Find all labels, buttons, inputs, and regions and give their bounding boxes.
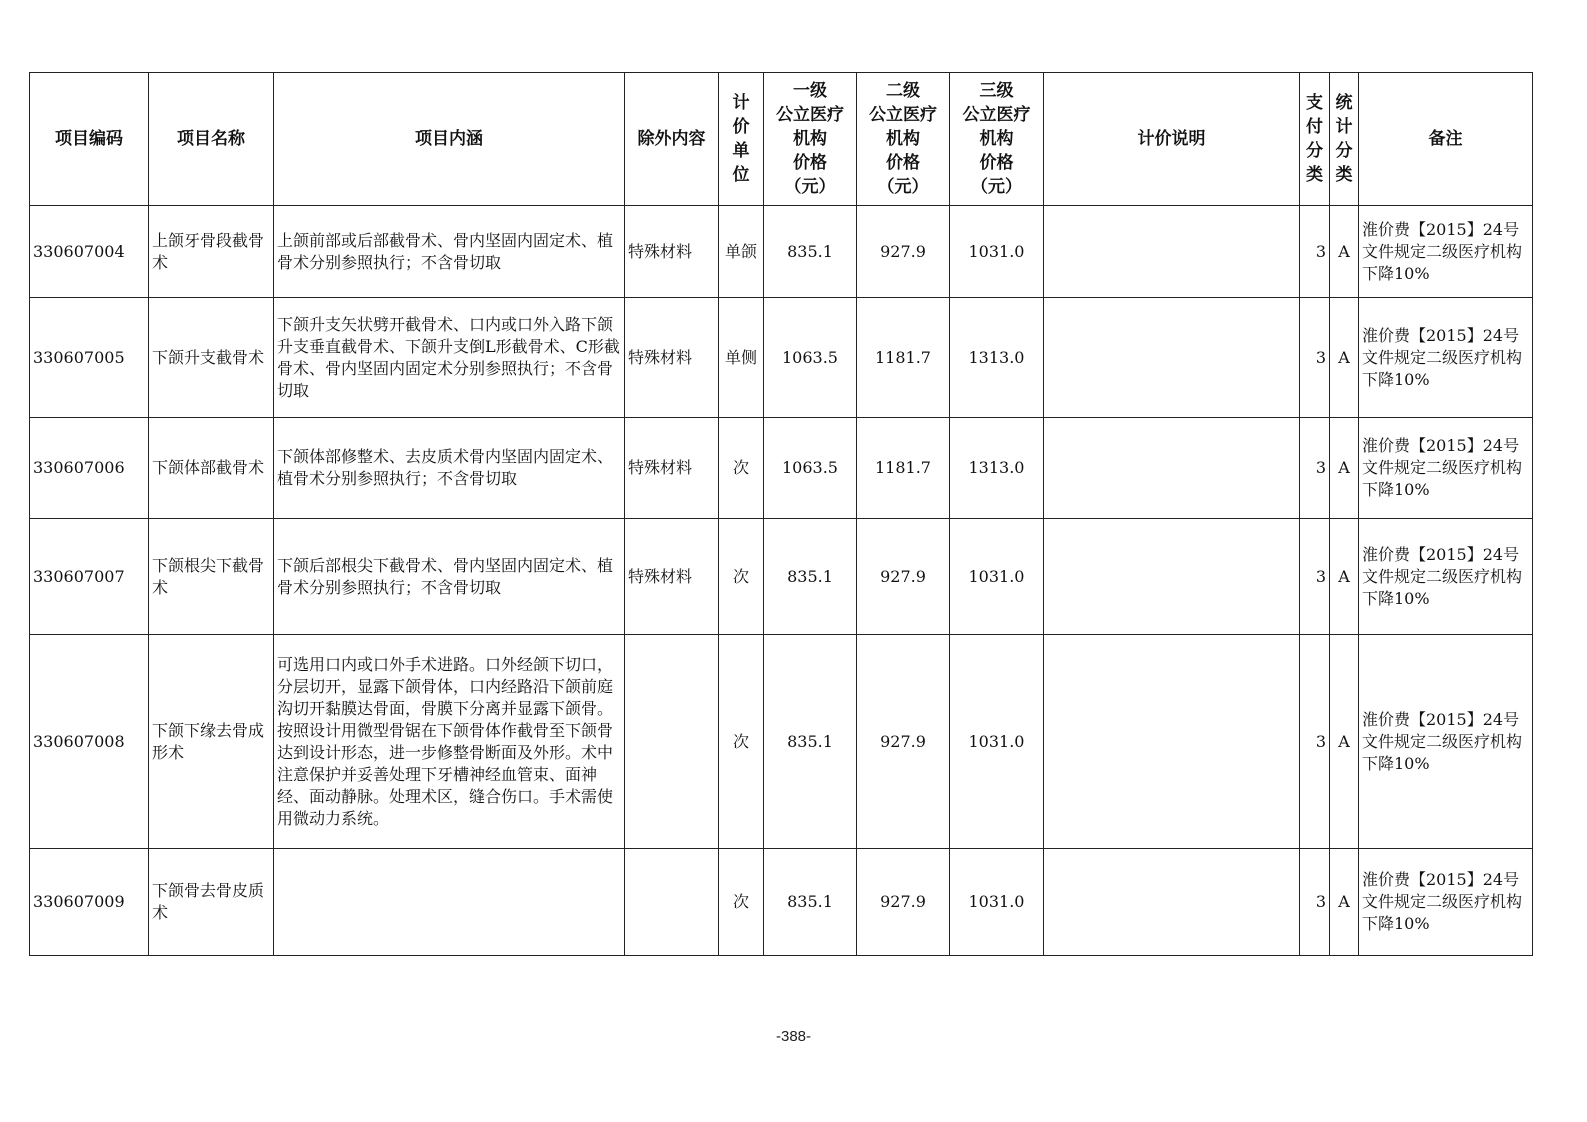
cell-unit: 单颌 bbox=[719, 206, 764, 298]
cell-code: 330607008 bbox=[30, 635, 149, 849]
header-unit bbox=[719, 73, 764, 206]
header-price2-text: 二级 公立医疗 机构 价格 （元） bbox=[869, 81, 937, 197]
cell-stats: A bbox=[1330, 298, 1359, 418]
cell-content: 下颌后部根尖下截骨术、骨内坚固内固定术、植骨术分别参照执行；不含骨切取 bbox=[274, 519, 625, 635]
header-price2 bbox=[857, 73, 950, 206]
cell-content: 可选用口内或口外手术进路。口外经颌下切口，分层切开，显露下颌骨体，口内经路沿下颌前庭沟切开黏膜达骨面，骨膜下分离并显露下颌骨。按照设计用微型骨锯在下颌骨体作截骨至下颌骨达到设计形态，进一步修整骨断面及外形。术中注意保护并妥善处理下牙槽神经血管束、面神经、面动静脉。处理术区，缝合伤口。手术需使用微动力系统。 bbox=[274, 635, 625, 849]
cell-payment: 3 bbox=[1300, 418, 1330, 519]
cell-payment: 3 bbox=[1300, 635, 1330, 849]
cell-unit: 次 bbox=[719, 418, 764, 519]
table-row bbox=[30, 206, 1533, 298]
cell-unit: 次 bbox=[719, 849, 764, 956]
cell-price3: 1313.0 bbox=[950, 298, 1044, 418]
cell-content: 上颌前部或后部截骨术、骨内坚固内固定术、植骨术分别参照执行；不含骨切取 bbox=[274, 206, 625, 298]
cell-price2: 927.9 bbox=[857, 635, 950, 849]
cell-payment: 3 bbox=[1300, 206, 1330, 298]
cell-remarks: 淮价费【2015】24号文件规定二级医疗机构下降10% bbox=[1359, 206, 1533, 298]
cell-stats: A bbox=[1330, 519, 1359, 635]
cell-name: 下颌升支截骨术 bbox=[149, 298, 274, 418]
page-number: -388- bbox=[775, 1028, 812, 1045]
cell-name: 上颌牙骨段截骨术 bbox=[149, 206, 274, 298]
header-stats bbox=[1330, 73, 1359, 206]
cell-content: 下颌升支矢状劈开截骨术、口内或口外入路下颌升支垂直截骨术、下颌升支倒L形截骨术、C形截骨术、骨内坚固内固定术分别参照执行；不含骨切取 bbox=[274, 298, 625, 418]
table-row bbox=[30, 519, 1533, 635]
header-row bbox=[30, 73, 1533, 206]
cell-price1: 835.1 bbox=[764, 519, 857, 635]
header-unit-text: 计 价 单 位 bbox=[732, 93, 750, 185]
cell-remarks: 淮价费【2015】24号文件规定二级医疗机构下降10% bbox=[1359, 298, 1533, 418]
header-remarks: 备注 bbox=[1359, 73, 1533, 206]
table-row bbox=[30, 635, 1533, 849]
cell-price3: 1031.0 bbox=[950, 635, 1044, 849]
cell-pricing-note bbox=[1044, 206, 1300, 298]
cell-payment: 3 bbox=[1300, 298, 1330, 418]
cell-price3: 1313.0 bbox=[950, 418, 1044, 519]
cell-stats: A bbox=[1330, 206, 1359, 298]
cell-price3: 1031.0 bbox=[950, 849, 1044, 956]
cell-unit: 次 bbox=[719, 635, 764, 849]
cell-price2: 927.9 bbox=[857, 206, 950, 298]
cell-price2: 927.9 bbox=[857, 519, 950, 635]
cell-unit: 单侧 bbox=[719, 298, 764, 418]
cell-code: 330607006 bbox=[30, 418, 149, 519]
cell-pricing-note bbox=[1044, 849, 1300, 956]
cell-price3: 1031.0 bbox=[950, 206, 1044, 298]
cell-pricing-note bbox=[1044, 418, 1300, 519]
cell-name: 下颌下缘去骨成形术 bbox=[149, 635, 274, 849]
table-row bbox=[30, 418, 1533, 519]
cell-exclusions bbox=[625, 635, 719, 849]
cell-code: 330607009 bbox=[30, 849, 149, 956]
cell-content bbox=[274, 849, 625, 956]
table-row bbox=[30, 849, 1533, 956]
cell-price2: 1181.7 bbox=[857, 418, 950, 519]
header-exclusions: 除外内容 bbox=[625, 73, 719, 206]
cell-price1: 835.1 bbox=[764, 206, 857, 298]
price-table bbox=[29, 72, 1533, 956]
cell-name: 下颌根尖下截骨术 bbox=[149, 519, 274, 635]
cell-pricing-note bbox=[1044, 298, 1300, 418]
cell-stats: A bbox=[1330, 849, 1359, 956]
header-name: 项目名称 bbox=[149, 73, 274, 206]
cell-remarks: 淮价费【2015】24号文件规定二级医疗机构下降10% bbox=[1359, 635, 1533, 849]
cell-code: 330607007 bbox=[30, 519, 149, 635]
cell-price1: 835.1 bbox=[764, 635, 857, 849]
cell-payment: 3 bbox=[1300, 519, 1330, 635]
cell-payment: 3 bbox=[1300, 849, 1330, 956]
cell-exclusions: 特殊材料 bbox=[625, 206, 719, 298]
cell-content: 下颌体部修整术、去皮质术骨内坚固内固定术、植骨术分别参照执行；不含骨切取 bbox=[274, 418, 625, 519]
cell-remarks: 淮价费【2015】24号文件规定二级医疗机构下降10% bbox=[1359, 519, 1533, 635]
cell-exclusions: 特殊材料 bbox=[625, 418, 719, 519]
cell-pricing-note bbox=[1044, 519, 1300, 635]
header-stats-text: 统 计 分 类 bbox=[1335, 93, 1353, 185]
cell-pricing-note bbox=[1044, 635, 1300, 849]
header-price3 bbox=[950, 73, 1044, 206]
cell-remarks: 淮价费【2015】24号文件规定二级医疗机构下降10% bbox=[1359, 418, 1533, 519]
table-row bbox=[30, 298, 1533, 418]
cell-name: 下颌骨去骨皮质术 bbox=[149, 849, 274, 956]
cell-price1: 835.1 bbox=[764, 849, 857, 956]
header-content: 项目内涵 bbox=[274, 73, 625, 206]
cell-exclusions bbox=[625, 849, 719, 956]
cell-stats: A bbox=[1330, 418, 1359, 519]
cell-stats: A bbox=[1330, 635, 1359, 849]
header-price1-text: 一级 公立医疗 机构 价格 （元） bbox=[776, 81, 844, 197]
cell-unit: 次 bbox=[719, 519, 764, 635]
cell-price1: 1063.5 bbox=[764, 418, 857, 519]
cell-code: 330607004 bbox=[30, 206, 149, 298]
cell-price1: 1063.5 bbox=[764, 298, 857, 418]
cell-exclusions: 特殊材料 bbox=[625, 298, 719, 418]
cell-exclusions: 特殊材料 bbox=[625, 519, 719, 635]
cell-name: 下颌体部截骨术 bbox=[149, 418, 274, 519]
header-pricing-note: 计价说明 bbox=[1044, 73, 1300, 206]
cell-price2: 927.9 bbox=[857, 849, 950, 956]
header-code: 项目编码 bbox=[30, 73, 149, 206]
cell-remarks: 淮价费【2015】24号文件规定二级医疗机构下降10% bbox=[1359, 849, 1533, 956]
cell-price2: 1181.7 bbox=[857, 298, 950, 418]
header-price1 bbox=[764, 73, 857, 206]
cell-code: 330607005 bbox=[30, 298, 149, 418]
header-price3-text: 三级 公立医疗 机构 价格 （元） bbox=[962, 81, 1031, 197]
header-payment-text: 支 付 分 类 bbox=[1306, 93, 1323, 185]
cell-price3: 1031.0 bbox=[950, 519, 1044, 635]
header-payment bbox=[1300, 73, 1330, 206]
